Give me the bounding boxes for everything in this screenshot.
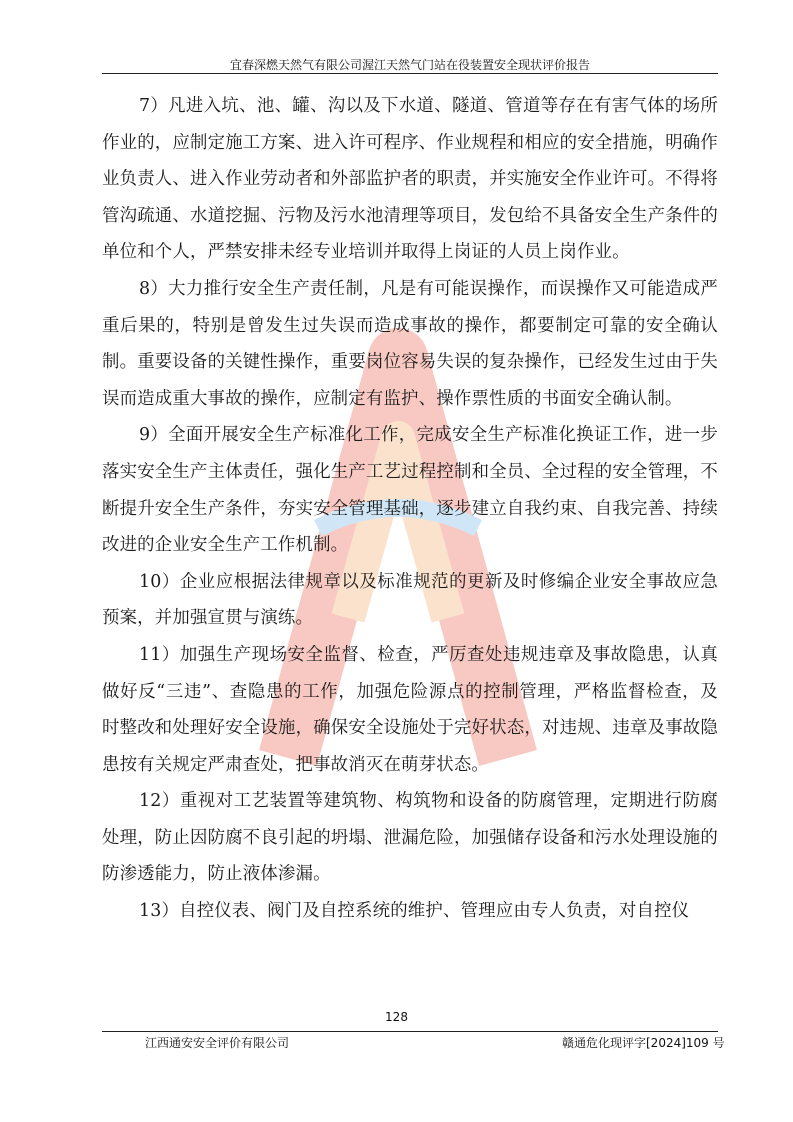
page-header: 宜春深燃天然气有限公司渥江天然气门站在役装置安全现状评价报告 [229,58,590,72]
paragraph-item-11: 11）加强生产现场安全监督、检查，严厉查处违规违章及事故隐患，认真做好反“三违”、查隐患的工作，加强危险源点的控制管理，严格监督检查，及时整改和处理好安全设施，确保安全设施处于完好状态，对违规、违章及事故隐患按有关规定严肃查处，把事故消灭在萌芽状态。 [102,644,718,775]
paragraph-item-10: 10）企业应根据法律规章以及标准规范的更新及时修编企业安全事故应急预案，并加强宣贯与演练。 [102,571,718,629]
footer-company: 江西通安安全评价有限公司 [145,1036,290,1050]
paragraph-item-8: 8）大力推行安全生产责任制，凡是有可能误操作，而误操作又可能造成严重后果的，特别是曾发生过失误而造成事故的操作，都要制定可靠的安全确认制。重要设备的关键性操作，重要岗位容易失误的复杂操作，已经发生过由于失误而造成重大事故的操作，应制定有监护、操作票性质的书面安全确认制。 [102,278,718,409]
footer-report-number: 赣通危化现评字[2024]109 号 [562,1036,725,1050]
page-number: 128 [385,1010,408,1024]
report-body [102,88,718,930]
footer-divider [102,1031,718,1032]
paragraph-item-12: 12）重视对工艺装置等建筑物、构筑物和设备的防腐管理，定期进行防腐处理，防止因防腐不良引起的坍塌、泄漏危险，加强储存设备和污水处理设施的防渗透能力，防止液体渗漏。 [102,791,718,885]
header-divider [102,73,718,74]
paragraph-item-13: 13）自控仪表、阀门及自控系统的维护、管理应由专人负责，对自控仪 [139,901,690,922]
paragraph-item-7: 7）凡进入坑、池、罐、沟以及下水道、隧道、管道等存在有害气体的场所作业的，应制定施工方案、进入许可程序、作业规程和相应的安全措施，明确作业负责人、进入作业劳动者和外部监护者的职责，并实施安全作业许可。不得将管沟疏通、水道挖掘、污物及污水池清理等项目，发包给不具备安全生产条件的单位和个人，严禁安排未经专业培训并取得上岗证的人员上岗作业。 [102,96,718,263]
paragraph-item-9: 9）全面开展安全生产标准化工作，完成安全生产标准化换证工作，进一步落实安全生产主体责任，强化生产工艺过程控制和全员、全过程的安全管理，不断提升安全生产条件，夯实安全管理基础，逐步建立自我约束、自我完善、持续改进的企业安全生产工作机制。 [102,425,718,556]
